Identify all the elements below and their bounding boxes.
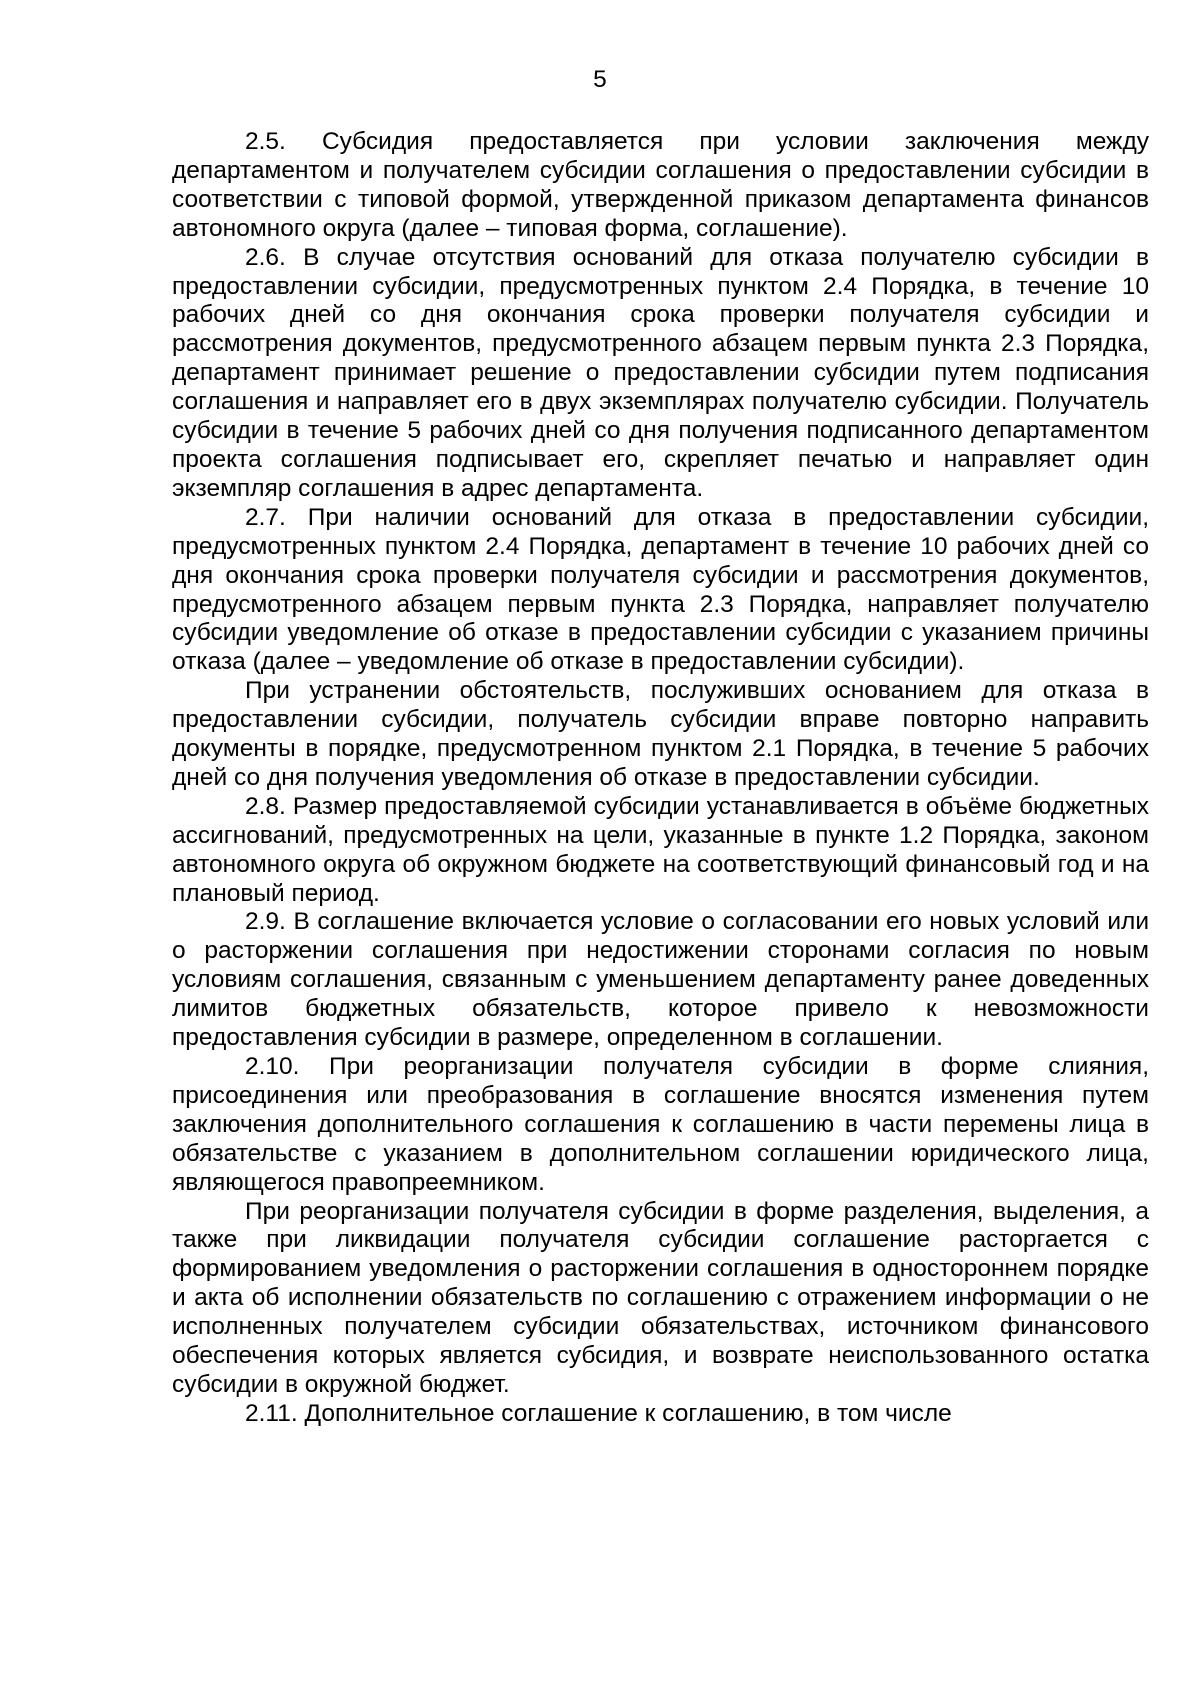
paragraph-2-6: 2.6. В случае отсутствия оснований для отказа получателю субсидии в предоставлении субсидии, предусмотренных пунктом 2.4 Порядка, в течение 10 рабочих дней со дня окончания срока проверки получателя субсидии и рассмотрения документов, предусмотренного абзацем первым пункта 2.3 Порядка, департамент принимает решение о предоставлении субсидии путем подписания соглашения и направляет его в двух экземплярах получателю субсидии. Получатель субсидии в течение 5 рабочих дней со дня получения подписанного департаментом проекта соглашения подписывает его, скрепляет печатью и направляет один экземпляр соглашения в адрес департамента. [172, 243, 1149, 502]
page-number: 5 [593, 66, 607, 93]
paragraph-2-11: 2.11. Дополнительное соглашение к соглашению, в том числе [245, 1399, 952, 1427]
paragraph-2-10-continued: При реорганизации получателя субсидии в форме разделения, выделения, а также при ликвидации получателя субсидии соглашение расторгается с формированием уведомления о расторжении соглашения в одностороннем порядке и акта об исполнении обязательств по соглашению с отражением информации о не исполненных получателем субсидии обязательствах, источником финансового обеспечения которых является субсидия, и возврате неиспользованного остатка субсидии в окружной бюджет. [172, 1197, 1149, 1398]
paragraph-2-10: 2.10. При реорганизации получателя субсидии в форме слияния, присоединения или преобразования в соглашение вносятся изменения путем заключения дополнительного соглашения к соглашению в части перемены лица в обязательстве с указанием в дополнительном соглашении юридического лица, являющегося правопреемником. [172, 1053, 1149, 1196]
paragraph-2-9: 2.9. В соглашение включается условие о согласовании его новых условий или о расторжении соглашения при недостижении сторонами согласия по новым условиям соглашения, связанным с уменьшением департаменту ранее доведенных лимитов бюджетных обязательств, которое привело к невозможности предоставления субсидии в размере, определенном в соглашении. [172, 908, 1149, 1052]
document-body [172, 128, 1149, 1429]
paragraph-2-7: 2.7. При наличии оснований для отказа в предоставлении субсидии, предусмотренных пунктом 2.4 Порядка, департамент в течение 10 рабочих дней со дня окончания срока проверки получателя субсидии и рассмотрения документов, предусмотренного абзацем первым пункта 2.3 Порядка, направляет получателю субсидии уведомление об отказе в предоставлении субсидии с указанием причины отказа (далее – уведомление об отказе в предоставлении субсидии). [172, 503, 1149, 676]
paragraph-2-8: 2.8. Размер предоставляемой субсидии устанавливается в объёме бюджетных ассигнований, предусмотренных на цели, указанные в пункте 1.2 Порядка, законом автономного округа об окружном бюджете на соответствующий финансовый год и на плановый период. [172, 792, 1149, 907]
paragraph-2-7-continued: При устранении обстоятельств, послуживших основанием для отказа в предоставлении субсидии, получатель субсидии вправе повторно направить документы в порядке, предусмотренном пунктом 2.1 Порядка, в течение 5 рабочих дней со дня получения уведомления об отказе в предоставлении субсидии. [172, 677, 1149, 791]
paragraph-2-5: 2.5. Субсидия предоставляется при условии заключения между департаментом и получателем субсидии соглашения о предоставлении субсидии в соответствии с типовой формой, утвержденной приказом департамента финансов автономного округа (далее – типовая форма, соглашение). [172, 128, 1149, 242]
